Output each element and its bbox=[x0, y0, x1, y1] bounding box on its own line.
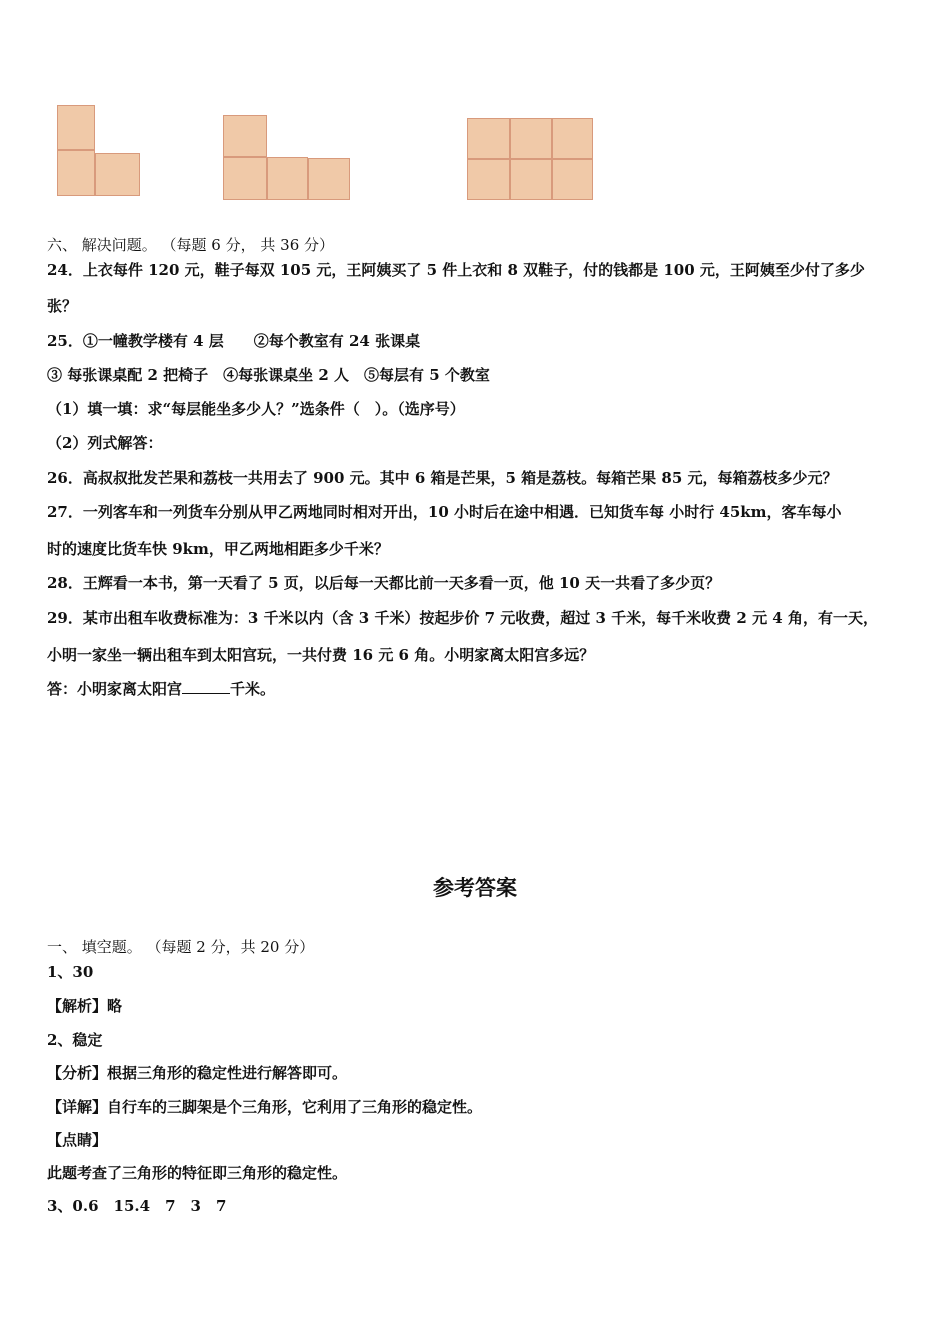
answer-2: 2、稳定 bbox=[47, 1031, 103, 1049]
square bbox=[552, 118, 593, 159]
question-29-line-1: 29．某市出租车收费标准为：3 千米以内（含 3 千米）按起步价 7 元收费，超过 3 千米，每千米收费 2 元 4 角，有一天， bbox=[47, 609, 878, 627]
square bbox=[308, 158, 350, 200]
square bbox=[57, 150, 95, 196]
square bbox=[267, 157, 308, 200]
question-29-answer bbox=[47, 679, 275, 699]
section-6-heading: 六、 解决问题。 （每题 6 分， 共 36 分） bbox=[47, 236, 335, 254]
question-24-line-1: 24．上衣每件 120 元，鞋子每双 105 元，王阿姨买了 5 件上衣和 8 双鞋子，付的钱都是 100 元，王阿姨至少付了多少 bbox=[47, 261, 865, 279]
question-29-line-2: 小明一家坐一辆出租车到太阳宫玩，一共付费 16 元 6 角。小明家离太阳宫多远？ bbox=[47, 646, 595, 664]
answer-prefix: 答：小明家离太阳宫 bbox=[47, 680, 183, 698]
square bbox=[510, 159, 552, 200]
answer-blank[interactable] bbox=[182, 679, 230, 694]
question-26: 26．高叔叔批发芒果和荔枝一共用去了 900 元。其中 6 箱是芒果，5 箱是荔枝。每箱芒果 85 元，每箱荔枝多少元？ bbox=[47, 469, 838, 487]
section-1-heading: 一、 填空题。 （每题 2 分，共 20 分） bbox=[47, 938, 315, 956]
square bbox=[552, 159, 593, 200]
answer-2-analysis: 【分析】根据三角形的稳定性进行解答即可。 bbox=[47, 1064, 348, 1082]
square bbox=[223, 115, 267, 157]
answer-2-comment-label: 【点睛】 bbox=[47, 1131, 108, 1149]
question-27-line-1: 27．一列客车和一列货车分别从甲乙两地同时相对开出，10 小时后在途中相遇．已知货车每 小时行 45km，客车每小 bbox=[47, 503, 842, 521]
square bbox=[467, 118, 510, 159]
question-25-part-2: （2）列式解答： bbox=[47, 434, 163, 452]
square bbox=[57, 105, 95, 150]
square bbox=[223, 157, 267, 200]
question-27-line-2: 时的速度比货车快 9km，甲乙两地相距多少千米？ bbox=[47, 540, 389, 558]
answer-2-comment: 此题考查了三角形的特征即三角形的稳定性。 bbox=[47, 1164, 348, 1182]
question-25-part-1: （1）填一填：求“每层能坐多少人？”选条件（ ）。（选序号） bbox=[47, 400, 465, 418]
square bbox=[95, 153, 140, 196]
answer-1-analysis: 【解析】略 bbox=[47, 997, 123, 1015]
square bbox=[510, 118, 552, 159]
answer-suffix: 千米。 bbox=[230, 680, 276, 698]
question-28: 28．王辉看一本书，第一天看了 5 页，以后每一天都比前一天多看一页，他 10 天一共看了多少页？ bbox=[47, 574, 721, 592]
answer-2-detail: 【详解】自行车的三脚架是个三角形，它利用了三角形的稳定性。 bbox=[47, 1098, 483, 1116]
square bbox=[467, 159, 510, 200]
answer-3: 3、0.6 15.4 7 3 7 bbox=[47, 1197, 227, 1215]
question-25-line-2: ③ 每张课桌配 2 把椅子 ④每张课桌坐 2 人 ⑤每层有 5 个教室 bbox=[47, 366, 490, 384]
question-25-line-1: 25．①一幢教学楼有 4 层 ②每个教室有 24 张课桌 bbox=[47, 332, 421, 350]
answer-1: 1、30 bbox=[47, 963, 94, 981]
question-24-line-2: 张？ bbox=[47, 297, 78, 315]
answers-title: 参考答案 bbox=[433, 876, 517, 900]
